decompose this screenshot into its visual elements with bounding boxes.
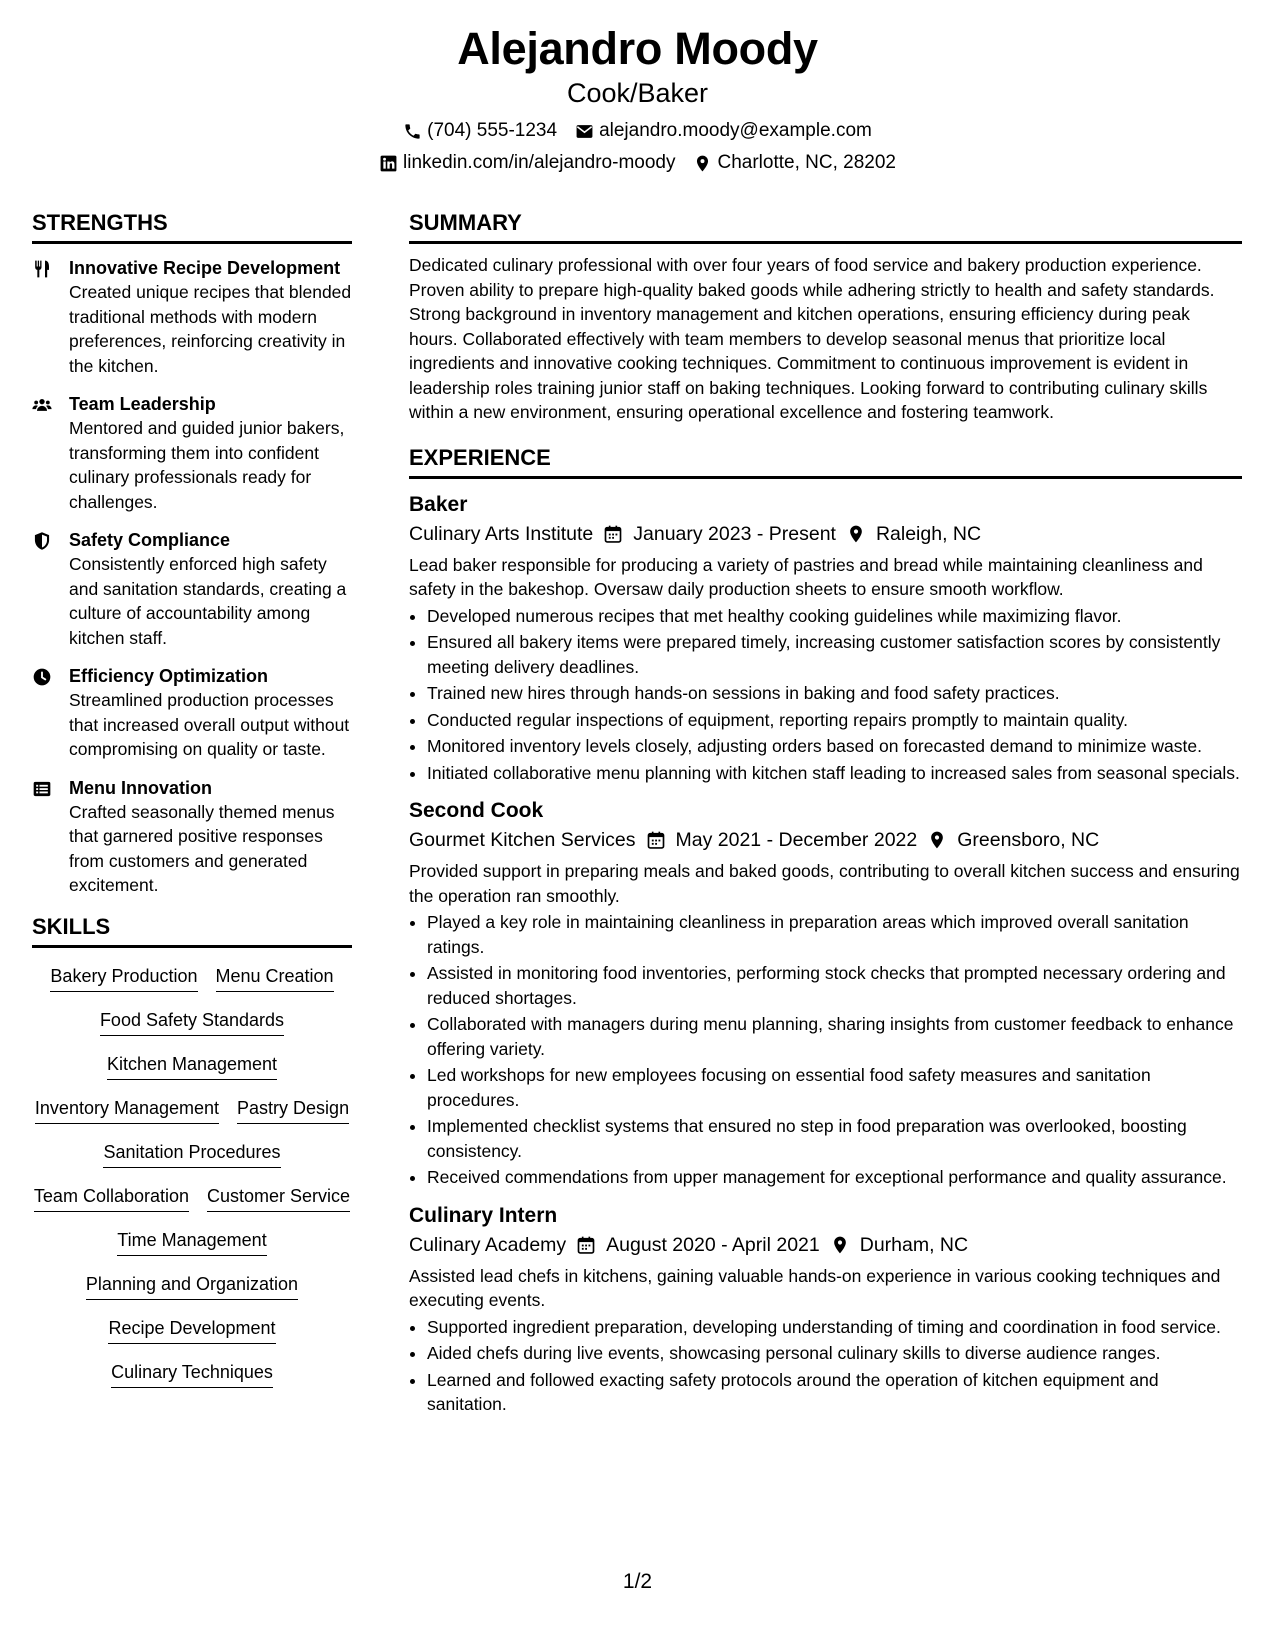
job-bullet: • Implemented checklist systems that ensured no step in food preparation was overlooked, boosting consistency. <box>427 1114 1242 1163</box>
job-meta <box>409 519 1242 549</box>
job-dates: May 2021 - December 2022 <box>675 829 918 851</box>
skill-tag: Planning and Organization <box>86 1272 298 1300</box>
job-location: Greensboro, NC <box>957 829 1100 851</box>
job-location: Durham, NC <box>859 1233 969 1256</box>
experience-entry <box>409 1202 1242 1417</box>
strength-item <box>32 528 352 650</box>
skill-tag: Time Management <box>117 1228 266 1256</box>
right-column <box>409 208 1242 1429</box>
company-name: Culinary Academy <box>409 1233 567 1256</box>
email-contact[interactable] <box>575 115 872 147</box>
skill-tag: Team Collaboration <box>34 1184 189 1212</box>
strength-title: Safety Compliance <box>69 530 231 550</box>
experience-entry <box>409 491 1242 786</box>
strength-item <box>32 664 352 762</box>
job-bullet: • Assisted in monitoring food inventories, performing stock checks that prompted necessary ordering and reduced shortages. <box>427 961 1242 1010</box>
skill-tag: Sanitation Procedures <box>103 1140 280 1168</box>
job-title: Second Cook <box>409 799 544 822</box>
candidate-role: Cook/Baker <box>566 78 709 108</box>
skill-tag: Inventory Management <box>35 1096 219 1124</box>
skill-tag: Culinary Techniques <box>111 1360 273 1388</box>
company-name: Gourmet Kitchen Services <box>409 829 636 851</box>
clock-icon <box>32 667 52 687</box>
job-bullet: • Monitored inventory levels closely, adjusting orders based on forecasted demand to minimize waste. <box>427 734 1242 759</box>
linkedin-icon <box>379 154 398 173</box>
job-bullet: • Supported ingredient preparation, developing understanding of timing and coordination in food service. <box>427 1315 1242 1340</box>
strength-item <box>32 256 352 378</box>
summary-text: Dedicated culinary professional with over four years of food service and bakery production experience. Proven ability to prepare high-quality baked goods while adhering strictly to health and safety standards. Strong background in inventory management and kitchen operations, ensuring efficiency during peak hours. Collaborated effectively with team members to develop seasonal menus that prioritize local ingredients and innovative cooking techniques. Commitment to continuous improvement is evident in leadership roles training junior staff on baking techniques. Looking forward to contributing culinary skills within a new environment, ensuring operational excellence and fostering teamwork. <box>409 255 1215 422</box>
job-description: Lead baker responsible for producing a variety of pastries and bread while maintaining cleanliness and safety in the bakeshop. Oversaw daily production sheets to ensure smooth workflow. <box>409 554 1203 599</box>
job-bullet: • Learned and followed exacting safety protocols around the operation of kitchen equipment and sanitation. <box>427 1368 1242 1417</box>
skills-list <box>32 964 352 1404</box>
calendar-icon <box>576 1235 596 1255</box>
job-description: Provided support in preparing meals and baked goods, contributing to overall kitchen success and ensuring the operation ran smoothly. <box>409 861 1240 906</box>
calendar-icon <box>603 524 623 544</box>
skill-tag: Menu Creation <box>216 964 334 992</box>
company-name: Culinary Arts Institute <box>409 522 594 545</box>
skill-tag: Pastry Design <box>237 1096 349 1124</box>
phone-text: (704) 555-1234 <box>427 120 558 141</box>
summary-heading: SUMMARY <box>409 208 1242 244</box>
map-pin-icon <box>693 154 712 173</box>
utensils-icon <box>32 259 52 279</box>
job-dates: January 2023 - Present <box>633 522 836 545</box>
strengths-heading: STRENGTHS <box>32 208 352 244</box>
job-bullet: • Trained new hires through hands-on sessions in baking and food safety practices. <box>427 681 1242 706</box>
contact-line-1 <box>0 115 1275 147</box>
contact-line-2 <box>0 147 1275 179</box>
strength-description: Mentored and guided junior bakers, transforming them into confident culinary professionals ready for challenges. <box>69 418 345 512</box>
skill-tag: Food Safety Standards <box>100 1008 284 1036</box>
job-description: Assisted lead chefs in kitchens, gaining valuable hands-on experience in various cooking techniques and executing events. <box>409 1265 1221 1310</box>
job-meta <box>409 1230 1242 1260</box>
job-bullets <box>409 1315 1242 1417</box>
strength-title: Menu Innovation <box>69 777 212 798</box>
resume-header <box>0 22 1275 179</box>
job-bullets <box>409 604 1242 786</box>
job-meta <box>409 825 1242 855</box>
map-pin-icon <box>830 1235 850 1255</box>
list-icon <box>32 779 52 799</box>
phone-contact[interactable] <box>403 115 557 147</box>
job-bullet: • Led workshops for new employees focusing on essential food safety measures and sanitation procedures. <box>427 1063 1242 1112</box>
strength-description: Streamlined production processes that increased overall output without compromising on quality or taste. <box>69 690 350 759</box>
linkedin-text: linkedin.com/in/alejandro-moody <box>403 152 676 173</box>
job-bullet: • Ensured all bakery items were prepared timely, increasing customer satisfaction scores by consistently meeting delivery deadlines. <box>427 630 1242 679</box>
envelope-icon <box>575 122 594 141</box>
strength-description: Consistently enforced high safety and sanitation standards, creating a culture of accountability among kitchen staff. <box>69 554 347 648</box>
skill-tag: Kitchen Management <box>107 1052 277 1080</box>
location-contact <box>693 147 896 179</box>
job-dates: August 2020 - April 2021 <box>606 1233 820 1256</box>
strength-title: Team Leadership <box>69 394 216 414</box>
job-bullet: • Collaborated with managers during menu planning, sharing insights from customer feedback to enhance offering variety. <box>427 1012 1242 1061</box>
left-column <box>32 208 352 1404</box>
skill-tag: Bakery Production <box>50 964 197 992</box>
skill-tag: Recipe Development <box>108 1316 275 1344</box>
strength-title: Innovative Recipe Development <box>69 258 341 278</box>
email-text: alejandro.moody@example.com <box>599 120 872 141</box>
calendar-icon <box>646 830 666 850</box>
strength-item <box>32 776 352 898</box>
experience-heading: EXPERIENCE <box>409 443 1242 479</box>
page-number: 1/2 <box>622 1570 653 1593</box>
job-location: Raleigh, NC <box>875 522 982 545</box>
skill-tag: Customer Service <box>207 1184 350 1212</box>
linkedin-contact[interactable] <box>379 147 675 179</box>
job-bullet: • Played a key role in maintaining cleanliness in preparation areas which improved overall sanitation ratings. <box>427 910 1242 959</box>
strength-item <box>32 392 352 514</box>
job-bullet: • Initiated collaborative menu planning with kitchen staff leading to increased sales from seasonal specials. <box>427 761 1242 786</box>
job-bullets <box>409 910 1242 1190</box>
phone-icon <box>403 122 422 141</box>
location-text: Charlotte, NC, 28202 <box>717 152 896 173</box>
job-title: Culinary Intern <box>409 1203 558 1227</box>
strength-description: Crafted seasonally themed menus that garnered positive responses from customers and generated excitement. <box>69 801 335 895</box>
job-bullet: • Conducted regular inspections of equipment, reporting repairs promptly to maintain quality. <box>427 708 1242 733</box>
experience-entry <box>409 797 1242 1190</box>
strength-title: Efficiency Optimization <box>69 666 269 686</box>
job-title: Baker <box>409 492 468 516</box>
users-icon <box>32 395 52 415</box>
candidate-name: Alejandro Moody <box>457 23 818 74</box>
map-pin-icon <box>846 524 866 544</box>
job-bullet: • Received commendations from upper management for exceptional performance and quality assurance. <box>427 1165 1242 1190</box>
strength-description: Created unique recipes that blended traditional methods with modern preferences, reinforcing creativity in the kitchen. <box>69 282 352 376</box>
job-bullet: • Developed numerous recipes that met healthy cooking guidelines while maximizing flavor. <box>427 604 1242 629</box>
map-pin-icon <box>927 830 947 850</box>
shield-icon <box>32 531 52 551</box>
job-bullet: • Aided chefs during live events, showcasing personal culinary skills to diverse audience ranges. <box>427 1341 1242 1366</box>
skills-heading: SKILLS <box>32 912 352 948</box>
